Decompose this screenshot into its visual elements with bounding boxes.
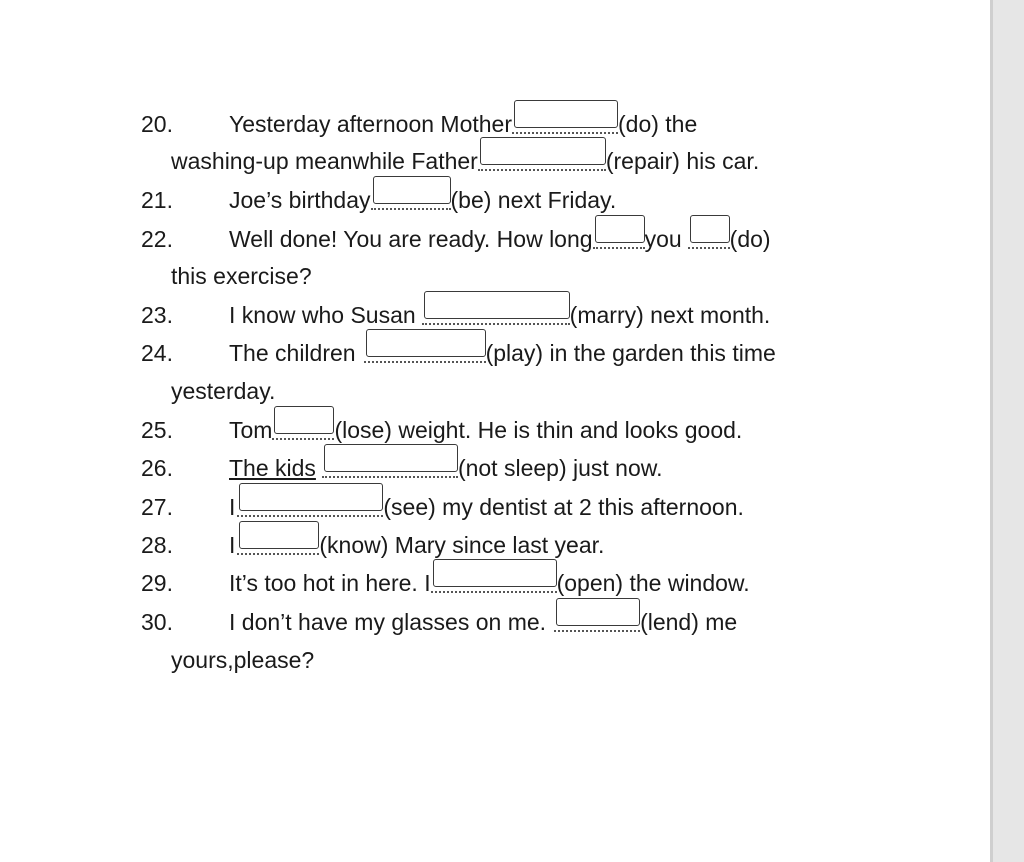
answer-box-22b[interactable] — [688, 223, 730, 249]
page-edge — [990, 0, 1024, 862]
answer-box-21[interactable] — [371, 184, 451, 210]
exercise-text: you — [644, 226, 682, 252]
exercise-number: 28. — [141, 532, 173, 558]
exercise-text: Yesterday afternoon Mother — [229, 111, 512, 137]
exercise-number: 25. — [141, 417, 173, 443]
exercise-20 — [141, 105, 697, 143]
exercise-number: 30. — [141, 609, 173, 635]
exercise-text: yours,please? — [171, 647, 315, 673]
exercise-24-continued — [171, 372, 275, 410]
exercise-text: (open) the window. — [556, 570, 750, 596]
answer-box-20b[interactable] — [478, 145, 606, 171]
exercise-30 — [141, 603, 737, 641]
answer-box-24[interactable] — [364, 337, 486, 363]
answer-box-26[interactable] — [322, 452, 458, 478]
exercise-number: 24. — [141, 340, 173, 366]
answer-box-30[interactable] — [554, 606, 640, 632]
exercise-text: (do) — [729, 226, 771, 252]
exercise-number: 29. — [141, 570, 173, 596]
exercise-number: 27. — [141, 494, 173, 520]
exercise-text: The kids — [229, 455, 316, 481]
exercise-29 — [141, 564, 750, 602]
answer-box-23[interactable] — [422, 299, 570, 325]
exercise-text: Well done! You are ready. How long — [229, 226, 593, 252]
exercise-text: (lose) weight. He is thin and looks good. — [334, 417, 743, 443]
exercise-text: (be) next Friday. — [450, 187, 617, 213]
exercise-text: this exercise? — [171, 263, 312, 289]
exercise-number: 21. — [141, 187, 173, 213]
exercise-30-continued — [171, 641, 314, 679]
exercise-text: I don’t have my glasses on me. — [229, 609, 547, 635]
exercise-text: (repair) his car. — [605, 148, 760, 174]
exercise-number: 20. — [141, 111, 173, 137]
answer-box-25[interactable] — [272, 414, 334, 440]
exercise-20-continued — [171, 142, 759, 180]
exercise-26 — [141, 449, 663, 487]
exercise-22 — [141, 220, 771, 258]
exercise-text: Joe’s birthday — [229, 187, 371, 213]
exercise-24 — [141, 334, 776, 372]
exercise-text: washing-up meanwhile Father — [171, 148, 478, 174]
exercise-number: 23. — [141, 302, 173, 328]
exercise-number: 26. — [141, 455, 173, 481]
exercise-27 — [141, 488, 744, 526]
answer-box-27[interactable] — [237, 491, 383, 517]
exercise-text: Tom — [229, 417, 273, 443]
exercise-text: yesterday. — [171, 378, 276, 404]
exercise-text: (marry) next month. — [569, 302, 771, 328]
exercise-text: (play) in the garden this time — [485, 340, 776, 366]
exercise-22-continued — [171, 257, 312, 295]
exercise-text: (not sleep) just now. — [457, 455, 663, 481]
exercise-text: It’s too hot in here. I — [229, 570, 431, 596]
answer-box-29[interactable] — [431, 567, 557, 593]
answer-box-28[interactable] — [237, 529, 319, 555]
exercise-text: The children — [229, 340, 356, 366]
exercise-number: 22. — [141, 226, 173, 252]
exercise-21 — [141, 181, 616, 219]
exercise-text: (lend) me — [640, 609, 738, 635]
answer-box-22a[interactable] — [593, 223, 645, 249]
exercise-text: I — [229, 532, 236, 558]
exercise-text: (see) my dentist at 2 this afternoon. — [383, 494, 744, 520]
exercise-text: (do) the — [618, 111, 698, 137]
exercise-text: I know who Susan — [229, 302, 416, 328]
exercise-text: I — [229, 494, 236, 520]
answer-box-20a[interactable] — [512, 108, 618, 134]
exercise-text: (know) Mary since last year. — [319, 532, 605, 558]
